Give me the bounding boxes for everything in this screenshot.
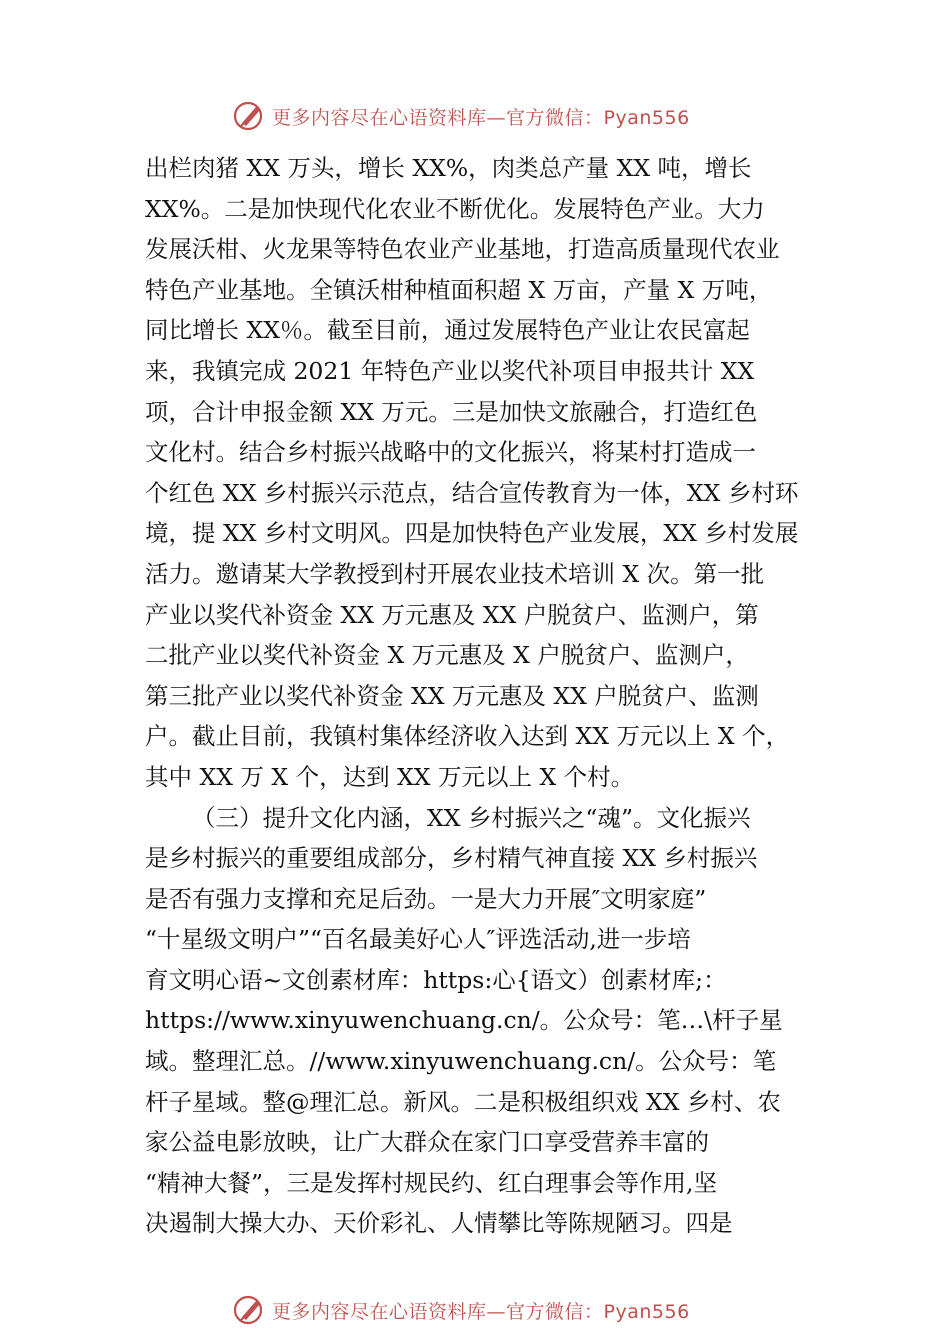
text-line: “十星级文明户”“百名最美好心人″评选活动,进一步培 [145,925,691,954]
watermark-banner-bottom [232,1290,690,1330]
text-line: 出栏肉猪 XX 万头，增长 XX%，肉类总产量 XX 吨，增长 [145,154,752,182]
text-line: 文化村。结合乡村振兴战略中的文化振兴，将某村打造成一 [145,438,756,467]
text-line: 决遏制大操大办、天价彩礼、人情攀比等陈规陋习。四是 [145,1209,733,1238]
text-line: 户。截止目前，我镇村集体经济收入达到 XX 万元以上 X 个， [145,722,790,751]
text-line: “精神大餐”，三是发挥村规民约、红白理事会等作用,坚 [145,1168,717,1197]
watermark-text: 更多内容尽在心语资料库—官方微信：Pyan556 [272,106,690,129]
watermark-text: 更多内容尽在心语资料库—官方微信：Pyan556 [272,1300,690,1323]
text-line: 杆子星域。整@理汇总。新风。二是积极组织戏 XX 乡村、农 [145,1087,781,1116]
document-body [145,148,835,1244]
text-line: 同比增长 XX％。截至目前，通过发展特色产业让农民富起 [145,316,750,345]
text-line: 来，我镇完成 2021 年特色产业以奖代补项目申报共计 XX [145,356,755,385]
text-line: 育文明心语~文创素材库：https:心{语文）创素材库;： [145,965,727,994]
text-line: XX%。二是加快现代化农业不断优化。发展特色产业。大力 [145,194,765,223]
text-line: 活力。邀请某大学教授到村开展农业技术培训 X 次。第一批 [145,559,765,588]
text-line: https://www.xinyuwenchuang.cn/。公众号：笔…\杆子星 [145,1006,783,1035]
text-line: 项，合计申报金额 XX 万元。三是加快文旅融合，打造红色 [145,397,758,426]
text-line: 发展沃柑、火龙果等特色农业产业基地，打造高质量现代农业 [145,235,780,264]
text-line: 二批产业以奖代补资金 X 万元惠及 X 户脱贫户、监测户， [145,641,749,670]
paragraph-2 [145,838,835,1244]
text-line: 产业以奖代补资金 XX 万元惠及 XX 户脱贫户、监测户，第 [145,600,759,629]
watermark-banner-top [232,96,690,136]
section-heading-3: （三）提升文化内涵，XX 乡村振兴之“魂”。文化振兴 [192,803,751,832]
text-line: 是乡村振兴的重要组成部分，乡村精气神直接 XX 乡村振兴 [145,844,758,873]
text-line: 特色产业基地。全镇沃柑种植面积超 X 万亩，产量 X 万吨， [145,275,773,304]
pen-logo-icon [232,99,266,133]
text-line: 家公益电影放映，让广大群众在家门口享受营养丰富的 [145,1128,709,1157]
text-line: 是否有强力支撑和充足后劲。一是大力开展″文明家庭” [145,884,707,913]
text-line: 其中 XX 万 X 个，达到 XX 万元以上 X 个村。 [145,762,635,791]
paragraph-1 [145,148,835,798]
text-line: 域。整理汇总。//www.xinyuwenchuang.cn/。公众号：笔 [145,1047,777,1076]
text-line: 个红色 XX 乡村振兴示范点，结合宣传教育为一体，XX 乡村环 [145,478,799,507]
text-line: 境，提 XX 乡村文明风。四是加快特色产业发展，XX 乡村发展 [145,519,799,548]
text-line: 第三批产业以奖代补资金 XX 万元惠及 XX 户脱贫户、监测 [145,681,759,710]
pen-logo-icon [232,1293,266,1327]
